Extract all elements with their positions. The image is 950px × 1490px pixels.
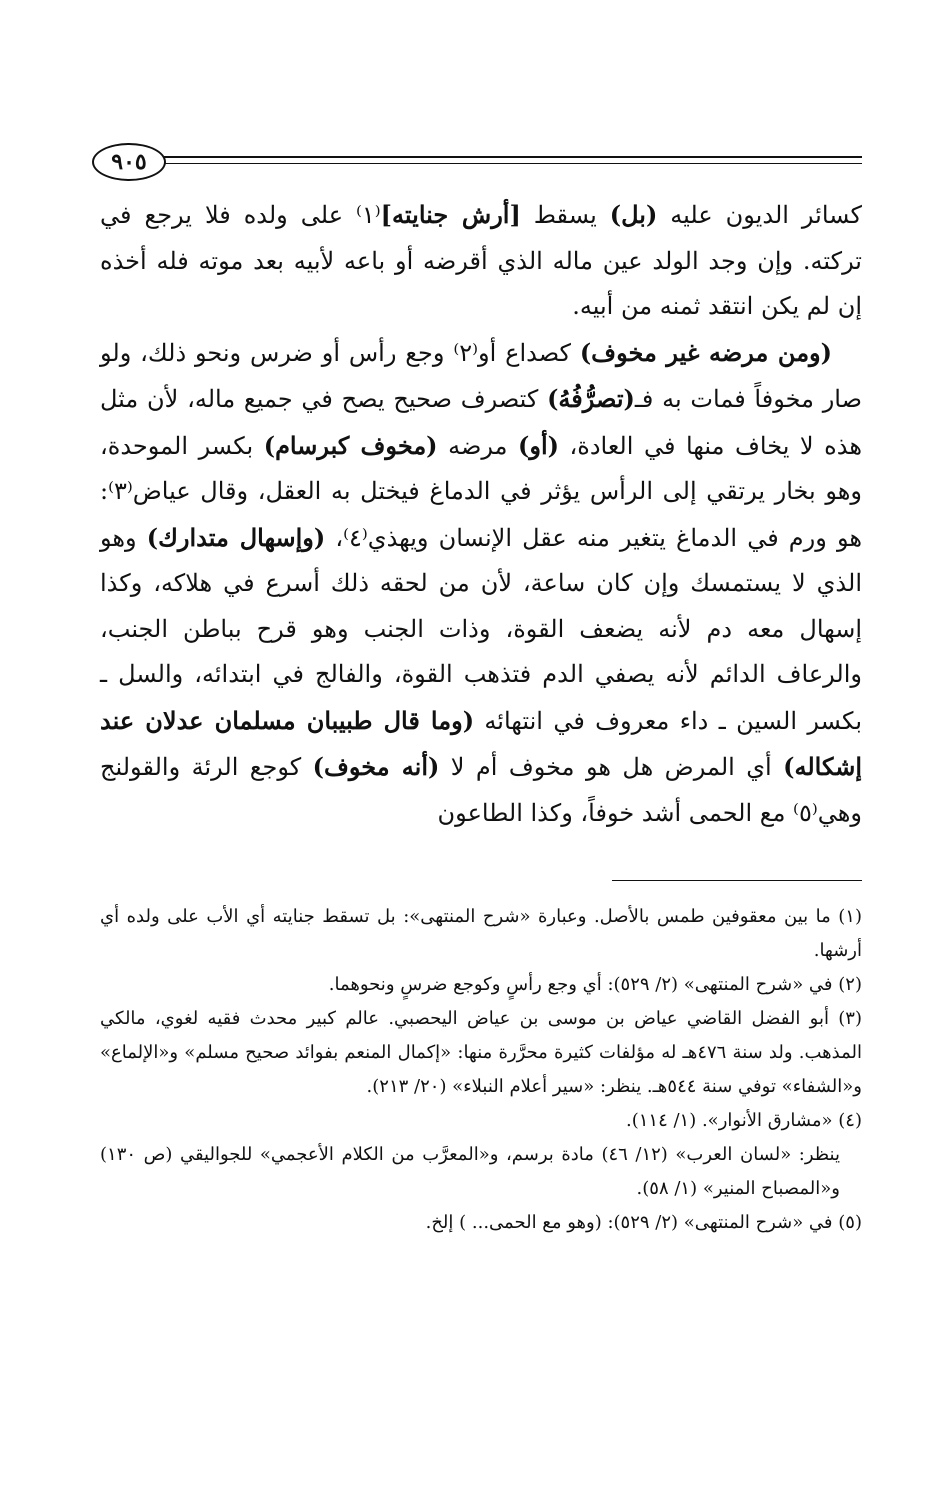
page-number: ٩٠٥ [92, 143, 166, 181]
text-run: بكسر الموحدة، وهو بخار يرتقي إلى الرأس يؤثر في الدماغ فيختل به العقل، وقال عياض⁽٣⁾: هو ورم في الدماغ يتغير منه عقل الإنسان ويهذي⁽٤⁾، [100, 431, 863, 552]
footnote-3: (٣) أبو الفضل القاضي عياض بن موسى بن عياض اليحصبي. عالم كبير محدث فقيه لغوي، مالكي المذهب. ولد سنة ٤٧٦هـ له مؤلفات كثيرة محرَّرة منها: «إكمال المنعم بفوائد صحيح مسلم» و«الإلماع» و«الشفاء» توفي سنة ٥٤٤هـ. ينظر: «سير أعلام النبلاء» (٢٠/ ٢١٣). [100, 1008, 862, 1097]
text-run: كصداع أو⁽٢⁾ وجع رأس أو ضرس ونحو ذلك، ولو صار مخوفاً فمات به فـ [100, 338, 862, 413]
text-run: كوجع الرئة والقولنج وهي⁽٥⁾ مع الحمى أشد خوفاً، وكذا الطاعون [100, 753, 862, 827]
text-run: وهو الذي لا يستمسك وإن كان ساعة، لأن من لحقه ذلك أسرع في هلاكه، وكذا إسهال معه دم لأنه يضعف القوة، وذات الجنب وهو قرح بباطن الجنب، والرعاف الدائم لأنه يصفي الدم فتذهب القوة، والفالج في ابتدائه، والسل ـ بكسر السين ـ داء معروف في انتهائه [100, 523, 862, 735]
footnote-separator [612, 880, 862, 881]
bold-term: (بل) [609, 200, 658, 229]
footnote-1: (١) ما بين معقوفين طمس بالأصل. وعبارة «شرح المنتهى»: بل تسقط جنايته أي الأب على ولده أي أرشها. [100, 906, 862, 961]
bold-term: (أنه مخوف) [312, 752, 440, 781]
bold-term: (تصرُّفُهُ) [547, 384, 635, 413]
footnote-4: (٤) «مشارق الأنوار». (١/ ١١٤). [625, 1110, 862, 1131]
text-run: أي المرض هل هو مخوف أم لا [439, 753, 784, 781]
text-run: كتصرف صحيح يصح في جميع ماله، لأن مثل هذه لا يخاف منها في العادة، [100, 385, 863, 460]
bold-term: (وإسهال متدارك) [146, 522, 326, 552]
footnote-4-continued: ينظر: «لسان العرب» (١٢/ ٤٦) مادة برسم، و«المعرَّب من الكلام الأعجمي» للجواليقي (ص ١٣٠) و«المصباح المنير» (١/ ٥٨). [100, 1144, 840, 1199]
main-text [100, 192, 862, 836]
text-run: يسقط [520, 201, 610, 229]
header-rule [160, 156, 862, 158]
paragraph-1 [100, 192, 862, 330]
header-rule-thin [160, 163, 862, 164]
paragraph-2 [100, 330, 862, 837]
footnote-2: (٢) في «شرح المنتهى» (٢/ ٥٢٩): أي وجع رأسٍ وكوجع ضرسٍ ونحوهما. [328, 974, 862, 995]
footnotes [100, 900, 862, 1240]
text-run: مرضه [437, 431, 518, 460]
bold-term: (ومن مرضه غير مخوف) [579, 337, 832, 367]
bold-term: (أو) [518, 430, 559, 460]
text-run: كسائر الديون عليه [657, 201, 862, 229]
bold-term: (وما قال طبيبان مسلمان عدلان عند إشكاله) [100, 705, 863, 781]
bold-term: [أرش جنايته] [380, 200, 521, 229]
footnote-5: (٥) في «شرح المنتهى» (٢/ ٥٢٩): (وهو مع الحمى... ) إلخ. [425, 1212, 862, 1233]
bold-term: (مخوف كبرسام) [263, 430, 438, 460]
text-run: ⁽١⁾ على ولده فلا يرجع في تركته. وإن وجد الولد عين ماله الذي أقرضه أو باعه لأبيه بعد موته فله أخذه إن لم يكن انتقد ثمنه من أبيه. [100, 201, 862, 320]
